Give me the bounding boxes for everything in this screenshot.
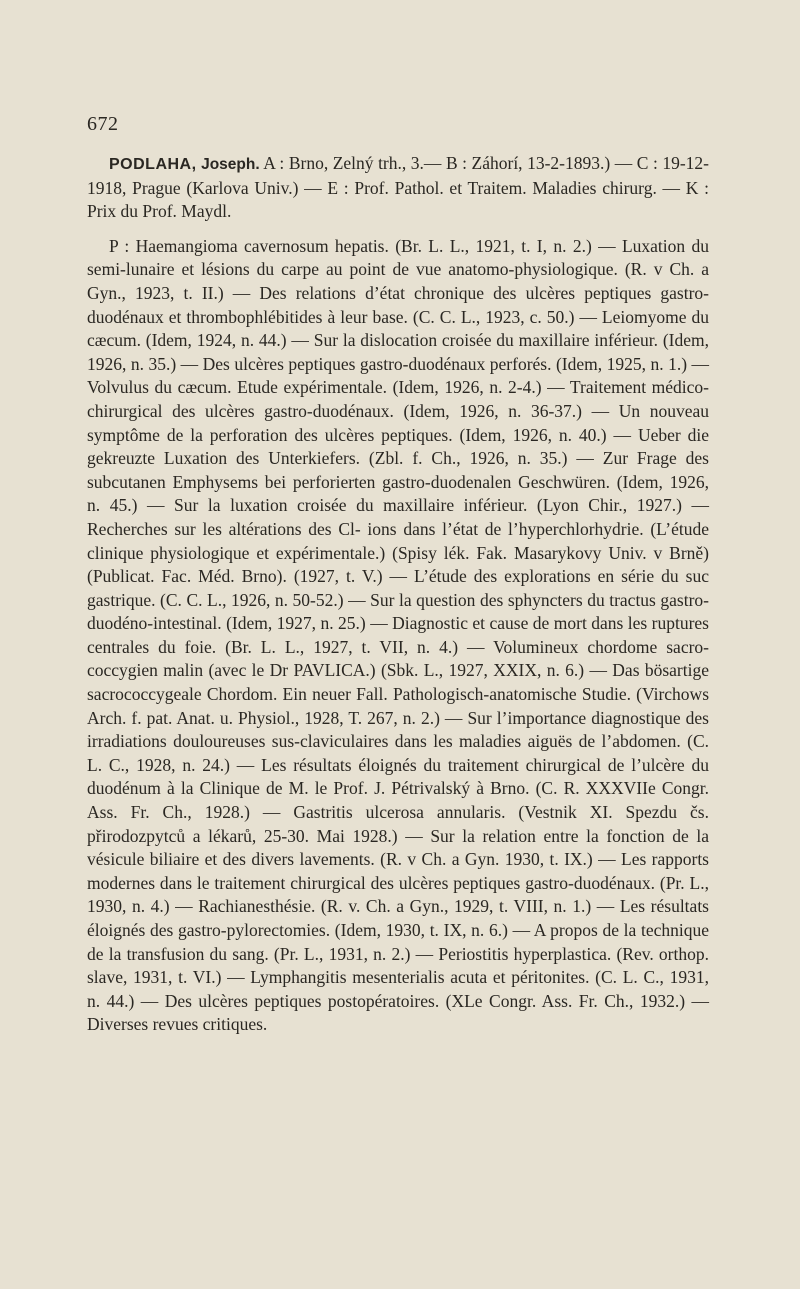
entry-publications: P : Haemangioma cavernosum hepatis. (Br. L. L., 1921, t. I, n. 2.) — Luxation du semi-lunaire et lésions du carpe au point de vue anatomo-physiologique. (R. v Ch. a Gyn., 1923, t. II.) — Des relations d’état chronique des ulcères peptiques gastro-duodénaux et thrombophlébitides à leur base. (C. C. L., 1923, c. 50.) — Leiomyome du cæcum. (Idem, 1924, n. 44.) — Sur la dislocation croisée du maxillaire inférieur. (Idem, 1926, n. 35.) — Des ulcères peptiques gastro-duodénaux perforés. (Idem, 1925, n. 1.) — Volvulus du cæcum. Etude expérimentale. (Idem, 1926, n. 2-4.) — Traitement médico-chirurgical des ulcères gastro-duodénaux. (Idem, 1926, n. 36-37.) — Un nouveau symptôme de la perforation des ulcères peptiques. (Idem, 1926, n. 40.) — Ueber die gekreuzte Luxation des Unterkiefers. (Zbl. f. Ch., 1926, n. 35.) — Zur Frage des subcutanen Emphysems bei perforierten gastro-duodenalen Geschwüren. (Idem, 1926, n. 45.) — Sur la luxation croisée du maxillaire inférieur. (Lyon Chir., 1927.) — Recherches sur les altérations des Cl- ions dans l’état de l’hyperchlorhydrie. (L’étude clinique physiologique et expérimentale.) (Spisy lék. Fak. Masarykovy Univ. v Brně) (Publicat. Fac. Méd. Brno). (1927, t. V.) — L’étude des explorations en série du suc gastrique. (C. C. L., 1926, n. 50-52.) — Sur la question des sphyncters du tractus gastro-duodéno-intestinal. (Idem, 1927, n. 25.) — Diagnostic et cause de mort dans les ruptures centrales du foie. (Br. L. L., 1927, t. VII, n. 4.) — Volumineux chordome sacro-coccygien malin (avec le Dr PAVLICA.) (Sbk. L., 1927, XXIX, n. 6.) — Das bösartige sacrococcygeale Chordom. Ein neuer Fall. Pathologisch-anatomische Studie. (Virchows Arch. f. pat. Anat. u. Physiol., 1928, T. 267, n. 2.) — Sur l’importance diagnostique des irradiations douloureuses sus-claviculaires dans les maladies aiguës de l’abdomen. (C. L. C., 1928, n. 24.) — Les résultats éloignés du traitement chirurgical de l’ulcère du duodénum à la Clinique de M. le Prof. J. Pétrivalský à Brno. (C. R. XXXVIIe Congr. Ass. Fr. Ch., 1928.) — Gastritis ulcerosa annularis. (Vestnik XI. Spezdu čs. přirodozpytců a lékarů, 25-30. Mai 1928.) — Sur la relation entre la fonction de la vésicule biliaire et des divers lavements. (R. v Ch. a Gyn. 1930, t. IX.) — Les rapports modernes dans le traitement chirurgical des ulcères peptiques gastro-duodénaux. (Pr. L., 1930, n. 4.) — Rachianesthésie. (R. v. Ch. a Gyn., 1929, t. VIII, n. 1.) — Les résultats éloignés des gastro-pylorectomies. (Idem, 1930, t. IX, n. 6.) — A propos de la technique de la transfusion du sang. (Pr. L., 1931, n. 2.) — Periostitis hyperplastica. (Rev. orthop. slave, 1931, t. VI.) — Lymphangitis mesenterialis acuta et péritonites. (C. L. C., 1931, n. 44.) — Des ulcères peptiques postopératoires. (XLe Congr. Ass. Fr. Ch., 1932.) — Diverses revues critiques.	[87, 235, 709, 1035]
entry-given-name: Joseph.	[201, 156, 260, 173]
biographical-entry	[87, 152, 709, 1037]
entry-header-text: A : Brno, Zelný trh., 3.— B : Záhorí, 13-2-1893.) — C : 19-12-1918, Prague (Karlova Univ.) — E : Prof. Pathol. et Traitem. Maladies chirurg. — K : Prix du Prof. Maydl.	[87, 153, 709, 222]
entry-surname: PODLAHA,	[109, 156, 197, 173]
entry-header	[87, 152, 709, 224]
page-number: 672	[87, 113, 119, 135]
